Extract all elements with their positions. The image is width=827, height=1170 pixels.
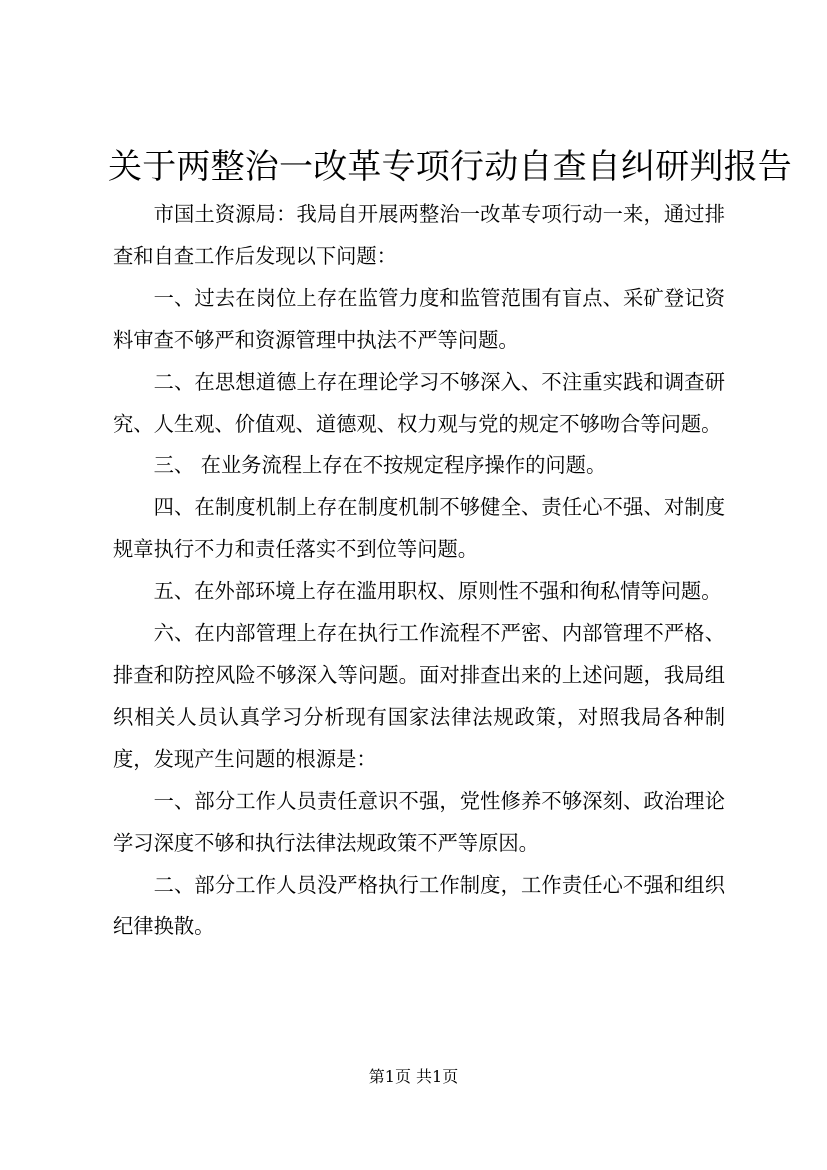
paragraph: 五、在外部环境上存在滥用职权、原则性不强和徇私情等问题。	[153, 579, 722, 604]
paragraph: 一、部分工作人员责任意识不强，党性修养不够深刻、政治理论学习深度不够和执行法律法规政策不严等原因。	[113, 788, 725, 855]
paragraph: 三、 在业务流程上存在不按规定程序操作的问题。	[153, 453, 607, 478]
paragraph: 二、部分工作人员没严格执行工作制度，工作责任心不强和组织纪律换散。	[113, 872, 725, 939]
document-body	[113, 194, 725, 948]
paragraph: 六、在内部管理上存在执行工作流程不严密、内部管理不严格、排查和防控风险不够深入等问题。面对排查出来的上述问题，我局组织相关人员认真学习分析现有国家法律法规政策，对照我局各种制度，发现产生问题的根源是：	[113, 621, 725, 771]
paragraph: 四、在制度机制上存在制度机制不够健全、责任心不强、对制度规章执行不力和责任落实不到位等问题。	[113, 495, 725, 562]
paragraph: 一、过去在岗位上存在监管力度和监管范围有盲点、采矿登记资料审查不够严和资源管理中执法不严等问题。	[113, 285, 725, 352]
page-footer: 第1页 共1页	[368, 1067, 459, 1086]
paragraph: 市国土资源局：我局自开展两整治一改革专项行动一来，通过排查和自查工作后发现以下问题：	[113, 202, 725, 268]
document-title: 关于两整治一改革专项行动自查自纠研判报告	[108, 147, 792, 187]
paragraph: 二、在思想道德上存在理论学习不够深入、不注重实践和调查研究、人生观、价值观、道德观、权力观与党的规定不够吻合等问题。	[113, 369, 725, 436]
